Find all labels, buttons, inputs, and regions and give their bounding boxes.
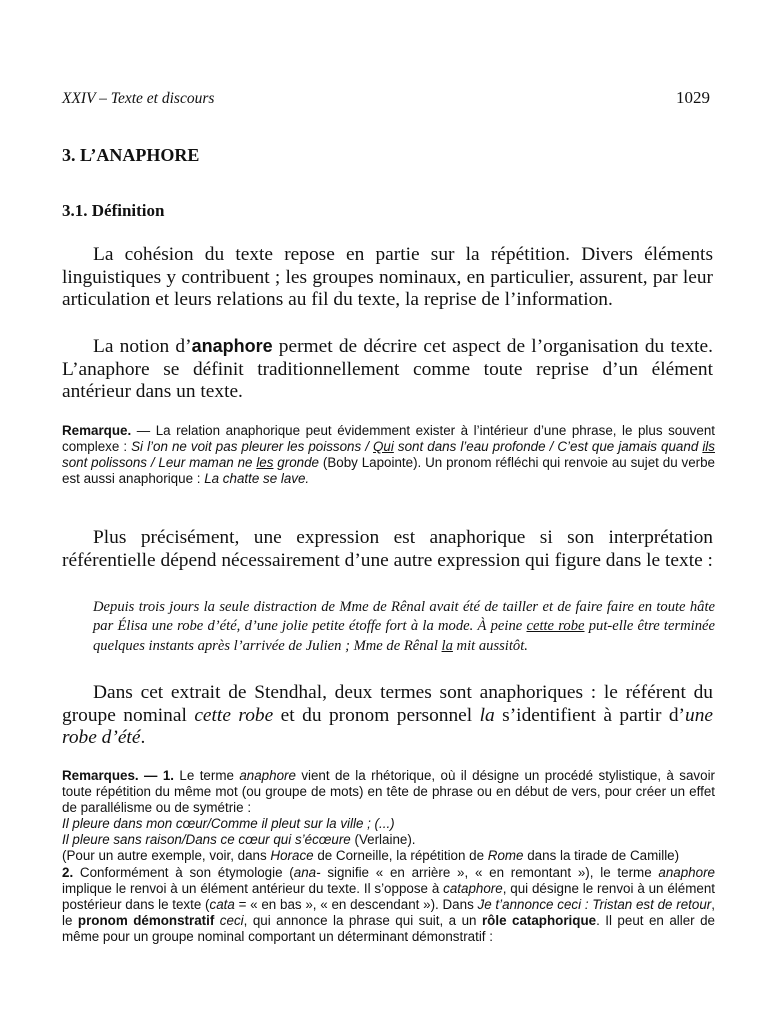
r2-cataphore: cataphore — [443, 880, 503, 896]
term-anaphore: anaphore — [191, 336, 273, 356]
remark-1-example-end: La chatte se lave. — [204, 471, 310, 487]
example-part-d: gronde — [273, 455, 320, 471]
section-title: 3. L’ANAPHORE — [62, 145, 200, 165]
p4-part-a: Dans cet extrait de Stendhal, deux termes sont anaphoriques : le référent du groupe nominal — [62, 682, 713, 726]
r2-text-3: implique le renvoi à un élément antérieur du texte. Il s’oppose à — [62, 880, 444, 896]
remark-2-item-1 — [62, 768, 715, 816]
remark-1 — [62, 423, 715, 487]
r2-ana: ana- — [293, 864, 321, 880]
example-qui: Qui — [373, 439, 394, 455]
r2-ceci: ceci — [219, 912, 244, 928]
quote-cette-robe: cette robe — [526, 618, 585, 635]
r2-text-9: . Il peut en aller de même pour un groupe nominal comportant un déterminant démonstratif : — [62, 912, 715, 944]
quote-part-b: put-elle être terminée quelques instants après l’arrivée de Julien ; Mme de Rênal — [93, 618, 715, 654]
remark-2-horace — [62, 848, 715, 864]
remarks-2-label: Remarques. — [62, 768, 139, 783]
r1-anaphore: anaphore — [239, 768, 296, 783]
p4-part-d: . — [140, 727, 146, 749]
subsection-title: 3.1. Définition — [62, 201, 165, 220]
p2-after: permet de décrire cet aspect de l’organisation du texte. L’anaphore se définit traditionnellement comme toute reprise d’un élément antérieur dans un texte. — [62, 336, 713, 403]
example-part-a: Si l’on ne voit pas pleurer les poissons / — [131, 439, 373, 455]
r1-horace: Horace — [270, 848, 314, 864]
r1-text-3: (Pour un autre exemple, voir, dans — [62, 848, 271, 864]
remark-number-2: 2. — [62, 864, 74, 880]
quote-part-c: mit aussitôt. — [452, 637, 528, 654]
r2-text-1: Conformément à son étymologie ( — [73, 864, 294, 880]
verse-2-text: Il pleure sans raison/Dans ce cœur qui s’écœure — [62, 832, 351, 848]
verse-2-author: (Verlaine). — [350, 832, 416, 848]
paragraph-1: La cohésion du texte repose en partie sur la répétition. Divers éléments linguistiques y contribuent ; les groupes nominaux, en particulier, assurent, par leur articulation et leurs relations au fil du texte, la reprise de l’information. — [62, 244, 713, 311]
p4-part-b: et du pronom personnel — [273, 704, 480, 726]
p4-cette-robe: cette robe — [194, 704, 274, 726]
quote-part-a: Depuis trois jours la seule distraction de Mme de Rênal avait été de tailler et de faire faire en toute hâte par Élisa une robe d’été, d’une jolie petite étoffe fort à la mode. À peine — [93, 599, 715, 635]
running-title: XXIV – Texte et discours — [62, 90, 215, 107]
example-part-c: sont polissons / Leur maman ne — [62, 455, 257, 471]
r2-text-8: , qui annonce la phrase qui suit, a un — [243, 912, 482, 928]
r2-text-2: signifie « en arrière », « en remontant »), le terme — [320, 864, 659, 880]
remark-1-label: Remarque. — [62, 423, 132, 438]
running-header — [62, 88, 710, 112]
r2-text-4: , qui désigne le renvoi à un élément postérieur dans le texte ( — [62, 880, 715, 912]
stendhal-quote — [93, 598, 715, 656]
r1-rome: Rome — [487, 848, 524, 864]
p4-une-robe: une robe d’été — [62, 704, 714, 749]
paragraph-3: Plus précisément, une expression est anaphorique si son interprétation référentielle dépend nécessairement d’une autre expression qui figure dans le texte : — [62, 527, 713, 571]
remark-1-text1: — La relation anaphorique peut évidemment exister à l’intérieur d’une phrase, le plus souvent complexe : — [62, 423, 715, 455]
r1-text-4: de Corneille, la répétition de — [313, 848, 488, 864]
example-les: les — [256, 455, 274, 471]
example-ils: ils — [702, 439, 715, 455]
r1-text-5: dans la tirade de Camille) — [523, 848, 680, 864]
r2-role-cataphorique: rôle cataphorique — [481, 912, 597, 928]
quote-la: la — [441, 637, 453, 654]
example-part-b: sont dans l’eau profonde / C’est que jamais quand — [393, 439, 703, 455]
r2-cata: cata — [209, 896, 235, 912]
p4-part-c: s’identifient à partir d’ — [494, 704, 686, 726]
r2-example-tristan: Je t’annonce ceci : Tristan est de retour — [477, 896, 712, 912]
remark-2-item-2 — [62, 865, 715, 945]
r1-text-1: Le terme — [174, 768, 240, 783]
paragraph-4 — [62, 682, 713, 750]
r2-pronom-demonstratif: pronom démonstratif — [77, 912, 215, 928]
remarks-2 — [62, 768, 715, 945]
r2-anaphore: anaphore — [658, 864, 715, 880]
r1-text-2: vient de la rhétorique, où il désigne un procédé stylistique, à savoir toute répétition du même mot (ou groupe de mots) en tête de phrase ou en début de vers, pour créer un effet de parallélisme ou de symétrie : — [62, 768, 715, 816]
paragraph-2 — [62, 335, 713, 404]
p4-la: la — [479, 704, 495, 726]
r2-text-5: = « en bas », « en descendant »). Dans — [234, 896, 478, 912]
page-number: 1029 — [676, 88, 710, 107]
verlaine-verse-2 — [62, 832, 715, 848]
verlaine-verse-1: Il pleure dans mon cœur/Comme il pleut sur la ville ; (...) — [62, 816, 395, 832]
remark-1-text2: (Boby Lapointe). Un pronom réfléchi qui renvoie au sujet du verbe est aussi anaphorique : — [62, 455, 715, 487]
remark-number-1: — 1. — [138, 768, 175, 783]
r2-text-6: , le — [62, 896, 715, 928]
p2-before: La notion d’ — [93, 336, 192, 357]
